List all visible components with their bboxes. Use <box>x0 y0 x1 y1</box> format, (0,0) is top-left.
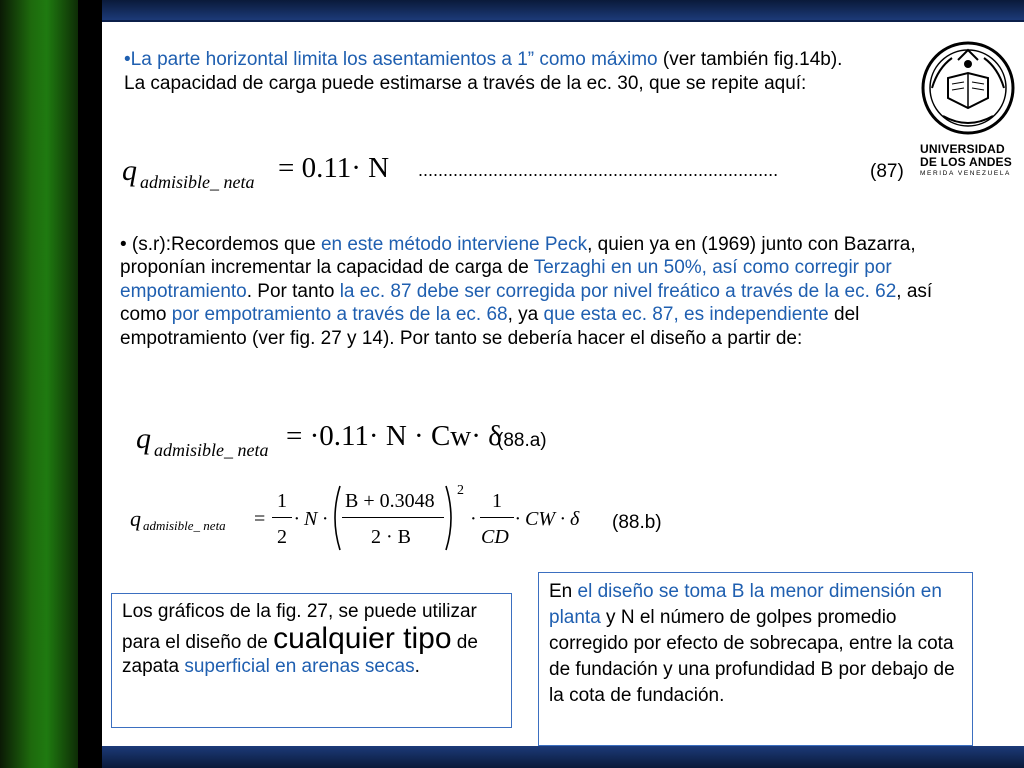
eq88b-frac3-den: CD <box>481 526 509 548</box>
p2-text-4: , así como <box>120 280 933 326</box>
p2-highlight-1: en este método interviene Peck <box>320 234 588 255</box>
paragraph-1-text: (ver también fig.14b). La capacidad de carga puede estimarse a través de la ec. 30, que se repite aquí: <box>124 49 843 94</box>
logo-line-1: UNIVERSIDAD <box>920 142 1005 156</box>
eq88b-exponent: 2 <box>457 483 464 498</box>
p2-highlight-3: la ec. 87 debe ser corregida por nivel freático a través de la ec. 62 <box>339 280 897 302</box>
eq88b-left-paren <box>328 484 342 552</box>
left-black-strip <box>78 0 102 768</box>
box-left-text-3: . <box>414 656 420 677</box>
eq88b-frac1-bar <box>272 517 292 518</box>
eq88b-frac2-bar <box>342 517 444 518</box>
p2-text-5: , ya <box>507 304 544 326</box>
paragraph-2 <box>120 233 970 350</box>
eq88a-subscript: admisible_ neta <box>154 440 269 460</box>
eq87-rhs: = 0.11· N <box>278 152 390 184</box>
box-left-text-1: Los gráficos de la fig. 27, se puede utilizar para el diseño de <box>122 601 477 653</box>
bottom-decorative-bar <box>102 746 1024 768</box>
university-logo <box>918 38 1018 188</box>
logo-line-2: DE LOS ANDES <box>920 155 1012 169</box>
box-right-text-1: En <box>549 581 578 602</box>
p2-text-2: , quien ya en (1969) junto con Bazarra, proponían incrementar la capacidad de carga de <box>120 234 916 279</box>
eq87-dots: ........................................................................ <box>418 160 779 180</box>
eq88b-equals: = <box>254 508 266 530</box>
eq88b-frac1-num: 1 <box>277 490 287 512</box>
university-seal-icon <box>918 38 1018 138</box>
box-left-text-2: de zapata <box>122 632 478 677</box>
p2-text-6: del empotramiento (ver fig. 27 y 14). Por tanto se debería hacer el diseño a partir de: <box>120 304 860 349</box>
box-right-highlight: el diseño se toma B la menor dimensión en planta <box>549 581 942 628</box>
eq88a-rhs: = ·0.11· N · Cw· δ <box>286 420 502 452</box>
note-box-left <box>111 593 512 728</box>
eq88b-frac2-num: B + 0.3048 <box>345 490 435 512</box>
eq88a-label: (88.a) <box>497 430 547 451</box>
eq88b-frac3-num: 1 <box>492 490 502 512</box>
eq88a-q: q <box>136 422 151 455</box>
box-left-highlight: superficial en arenas secas <box>184 656 415 677</box>
eq88b-q: q <box>130 506 141 531</box>
paragraph-1 <box>124 48 864 96</box>
eq87-label: (87) <box>870 161 904 182</box>
p2-text-3: . Por tanto <box>246 280 340 302</box>
logo-line-3: MERIDA VENEZUELA <box>920 170 1011 177</box>
eq88b-frac3-bar <box>480 517 514 518</box>
eq88b-frac1-den: 2 <box>277 526 287 548</box>
box-right-text-2: y N el número de golpes promedio corregido por efecto de sobrecapa, entre la cota de fundación y una profundidad B por debajo de la cota de fundación. <box>549 607 955 706</box>
eq88b-dot: · <box>470 508 477 530</box>
note-box-right <box>538 572 973 746</box>
p2-text-1: • (s.r):Recordemos que <box>120 234 321 255</box>
eq88b-frac2-den: 2 · B <box>371 526 411 548</box>
eq88b-subscript: admisible_ neta <box>143 518 226 533</box>
top-decorative-bar <box>102 0 1024 22</box>
left-decorative-band <box>0 0 78 768</box>
p2-highlight-4: por empotramiento a través de la ec. 68 <box>171 304 508 326</box>
eq88b-right-paren <box>444 484 458 552</box>
eq88b-tail: · CW · δ <box>515 508 580 530</box>
eq88b-n: · N · <box>294 508 328 530</box>
eq87-subscript: admisible_ neta <box>140 172 255 192</box>
eq87-q: q <box>122 154 137 187</box>
p2-highlight-2: Terzaghi en un 50%, así como corregir por empotramiento <box>120 257 892 302</box>
paragraph-1-highlight: •La parte horizontal limita los asentamientos a 1” como máximo <box>124 49 658 70</box>
box-left-emphasis: cualquier tipo <box>273 622 452 655</box>
p2-highlight-5: que esta ec. 87, es independiente <box>543 304 829 326</box>
eq88b-label: (88.b) <box>612 512 662 533</box>
